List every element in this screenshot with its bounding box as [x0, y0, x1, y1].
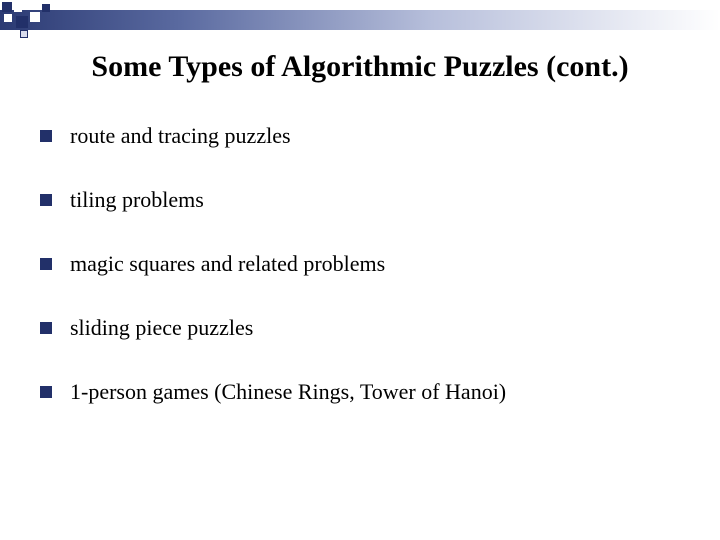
- square-bullet-icon: [40, 386, 52, 398]
- square-bullet-icon: [40, 258, 52, 270]
- header-gradient-bar: [0, 10, 720, 30]
- decorative-header: [0, 0, 720, 32]
- list-item: [40, 120, 506, 184]
- bullet-text: sliding piece puzzles: [70, 315, 254, 340]
- bullet-text: magic squares and related problems: [70, 251, 386, 276]
- bullet-list: [40, 120, 506, 440]
- decorative-square-icon: [20, 30, 28, 38]
- bullet-text: tiling problems: [70, 187, 204, 212]
- list-item: [40, 184, 506, 248]
- decorative-square-icon: [14, 4, 22, 12]
- list-item: [40, 312, 506, 376]
- decorative-square-icon: [4, 14, 12, 22]
- bullet-text: route and tracing puzzles: [70, 123, 291, 148]
- square-bullet-icon: [40, 322, 52, 334]
- square-bullet-icon: [40, 130, 52, 142]
- square-bullet-icon: [40, 194, 52, 206]
- bullet-text: 1-person games (Chinese Rings, Tower of Hanoi): [70, 379, 507, 404]
- decorative-square-icon: [42, 4, 50, 12]
- list-item: [40, 376, 506, 440]
- decorative-square-icon: [16, 16, 28, 28]
- decorative-square-icon: [2, 2, 12, 12]
- list-item: [40, 248, 506, 312]
- slide-title: Some Types of Algorithmic Puzzles (cont.): [91, 50, 629, 83]
- decorative-square-icon: [30, 12, 40, 22]
